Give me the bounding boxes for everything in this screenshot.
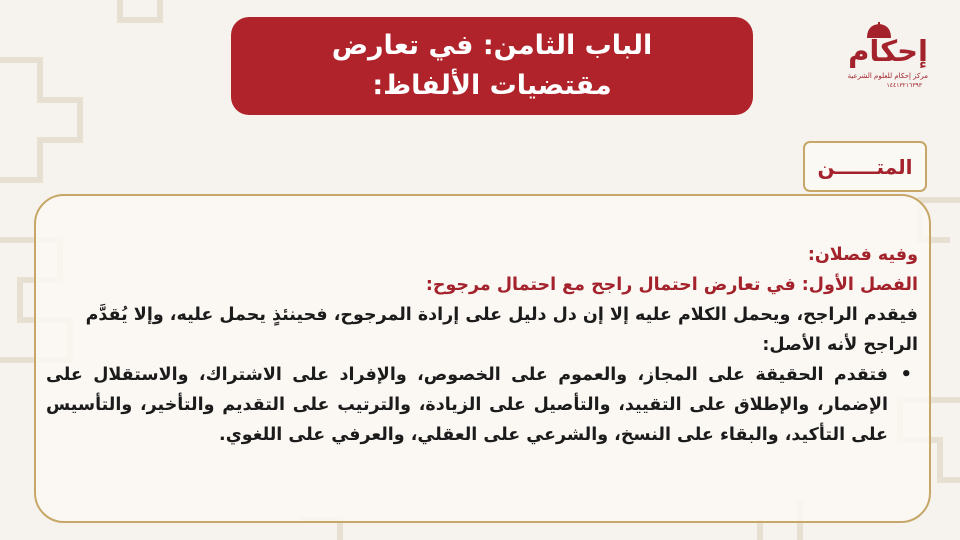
- chapter-title-line-2: مقتضيات الألفاظ:: [372, 70, 612, 101]
- chapter-heading: الفصل الأول: في تعارض احتمال راجح مع احتمال مرجوح:: [425, 275, 918, 295]
- section-tag-label: المتــــــن: [817, 154, 913, 179]
- logo-subtitle: مركز إحكام للعلوم الشرعية: [847, 72, 928, 80]
- list-item: • فتقدم الحقيقة على المجاز، والعموم على الخصوص، والإفراد على الاشتراك، والاستقلال على الإضمار، والإطلاق على التقييد، والتأصيل على الزيادة، والترتيب على التقديم والتأخير، والتأسيس على التأكيد، والبقاء على النسخ، والشرعي على العقلي، والعرفي على اللغوي.: [46, 360, 918, 450]
- rule-paragraph: فيقدم الراجح، ويحمل الكلام عليه إلا إن دل دليل على إرادة المرجوح، فحينئذٍ يحمل عليه، وإلا يُقدَّم الراجح لأنه الأصل:: [85, 305, 918, 355]
- chapter-title-banner: [231, 17, 753, 115]
- precedence-list: [46, 360, 918, 450]
- section-tag: [803, 141, 927, 192]
- intro-line: وفيه فصلان:: [807, 245, 918, 265]
- logo-number: ١٤٤١٣٢١٦٣٩٣: [886, 82, 922, 89]
- chapter-title-line-1: الباب الثامن: في تعارض: [331, 30, 653, 61]
- logo-wordmark: إحكام: [848, 34, 928, 68]
- ihkam-logo: [846, 22, 930, 98]
- text-content: [46, 240, 918, 450]
